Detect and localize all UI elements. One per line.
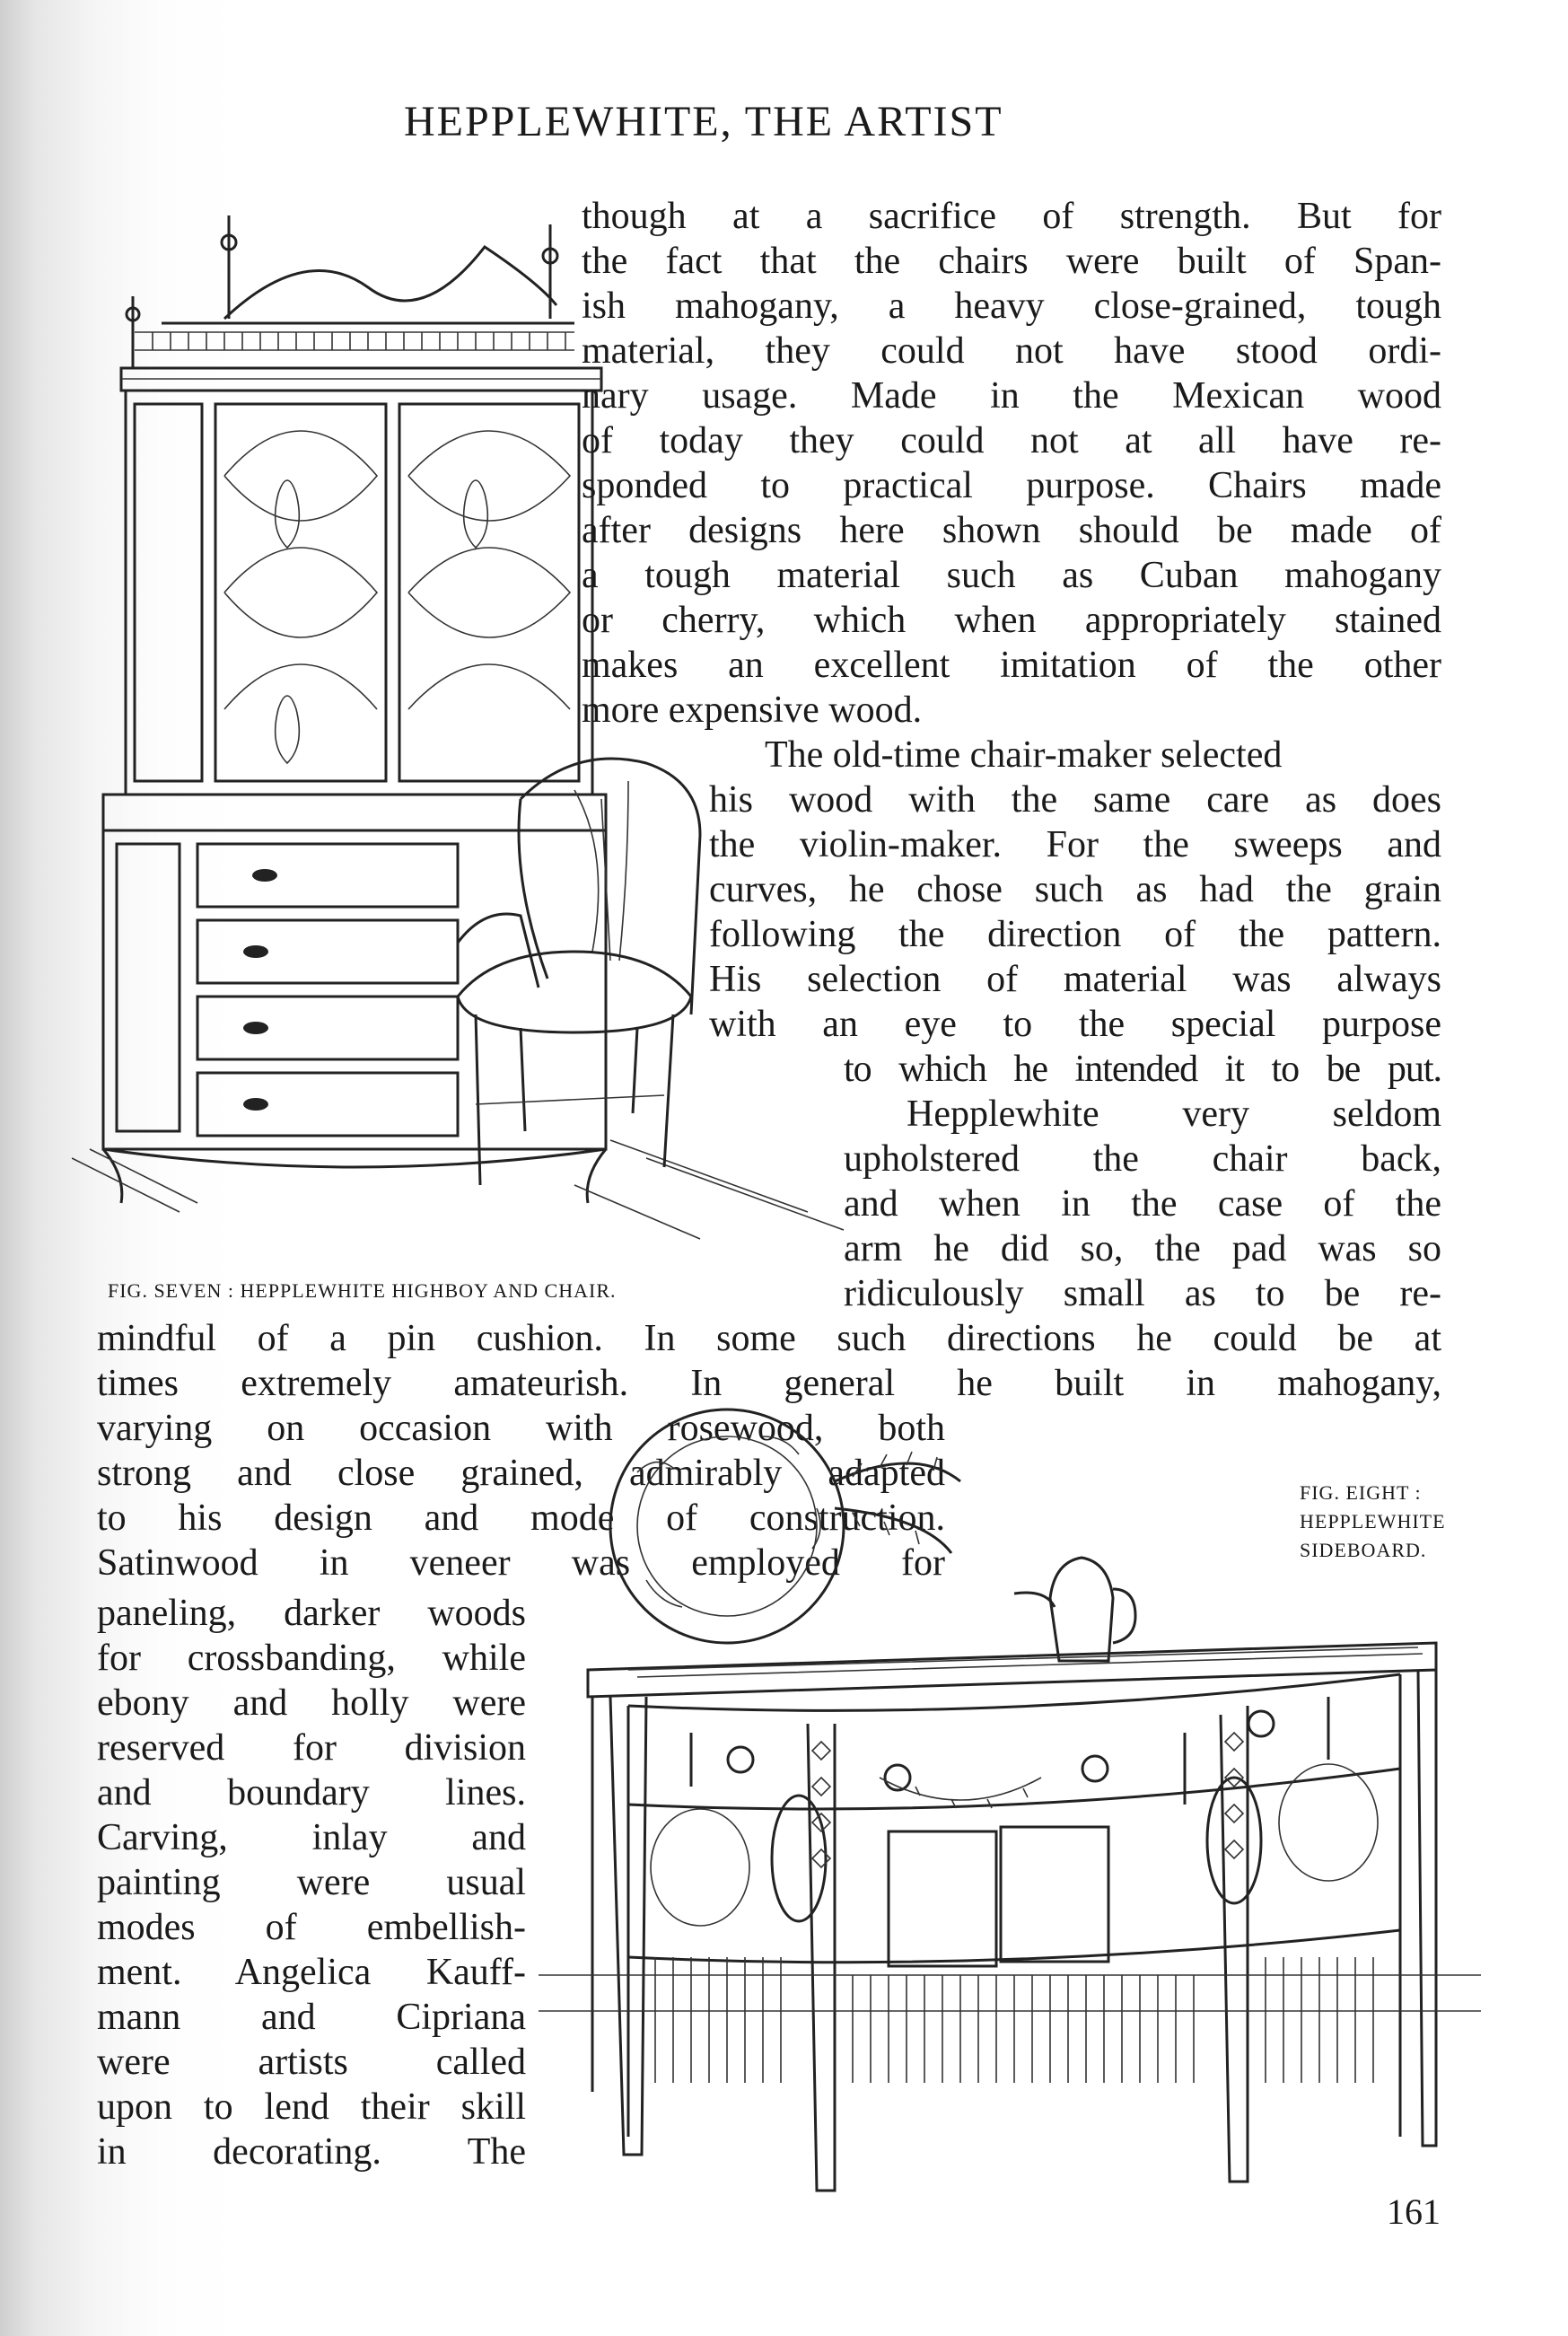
fig-eight-caption-line2: HEPPLEWHITE — [1300, 1510, 1446, 1532]
text-line: upon to lend their skill — [97, 2086, 526, 2128]
text-line: ish mahogany, a heavy close-grained, tough — [582, 285, 1441, 327]
running-head: HEPPLEWHITE, THE ARTIST — [404, 98, 1003, 145]
text-line: makes an excellent imitation of the other — [582, 645, 1441, 686]
text-line: of today they could not at all have re- — [582, 420, 1441, 461]
text-line: mindful of a pin cushion. In some such directions he could be at — [97, 1318, 1441, 1359]
text-line: material, they could not have stood ordi- — [582, 330, 1441, 372]
text-line: painting were usual — [97, 1862, 526, 1903]
text-line: varying on occasion with rosewood, both — [97, 1408, 945, 1449]
text-line: were artists called — [97, 2042, 526, 2083]
text-line: the fact that the chairs were built of Span- — [582, 241, 1441, 282]
text-line: and when in the case of the — [844, 1183, 1441, 1225]
text-line: Hepplewhite very seldom — [907, 1093, 1441, 1135]
text-line: though at a sacrifice of strength. But for — [582, 196, 1441, 237]
text-line: to his design and mode of construction. — [97, 1497, 945, 1539]
text-line: following the direction of the pattern. — [709, 914, 1441, 955]
text-line: with an eye to the special purpose — [709, 1004, 1441, 1045]
text-line: after designs here shown should be made of — [582, 510, 1441, 551]
text-line: more expensive wood. — [582, 689, 923, 731]
fig-eight-caption-line1: FIG. EIGHT : — [1300, 1481, 1422, 1504]
text-line: Satinwood in veneer was employed for — [97, 1542, 945, 1584]
text-line: ment. Angelica Kauff- — [97, 1952, 526, 1993]
text-line: Carving, inlay and — [97, 1817, 526, 1858]
text-line: times extremely amateurish. In general he built in mahogany, — [97, 1363, 1441, 1404]
text-line: in decorating. The — [97, 2131, 526, 2173]
text-line: modes of embellish- — [97, 1907, 526, 1948]
text-line: ebony and holly were — [97, 1682, 526, 1724]
text-line: to which he intended it to be put. — [844, 1049, 1441, 1090]
text-line: strong and close grained, admirably adapted — [97, 1453, 945, 1494]
text-line: the violin-maker. For the sweeps and — [709, 824, 1441, 865]
text-line: mann and Cipriana — [97, 1997, 526, 2038]
text-line: nary usage. Made in the Mexican wood — [582, 375, 1441, 417]
text-line: The old-time chair-maker selected — [765, 734, 1283, 776]
text-line: paneling, darker woods — [97, 1593, 526, 1634]
page-number: 161 — [1387, 2191, 1441, 2232]
text-line: curves, he chose such as had the grain — [709, 869, 1441, 910]
text-line: sponded to practical purpose. Chairs made — [582, 465, 1441, 506]
text-line: and boundary lines. — [97, 1772, 526, 1813]
fig-eight-caption-line3: SIDEBOARD. — [1300, 1539, 1427, 1561]
text-line: ridiculously small as to be re- — [844, 1273, 1441, 1314]
text-line: his wood with the same care as does — [709, 779, 1441, 821]
text-line: His selection of material was always — [709, 959, 1441, 1000]
text-line: reserved for division — [97, 1727, 526, 1769]
text-line: arm he did so, the pad was so — [844, 1228, 1441, 1269]
text-line: for crossbanding, while — [97, 1638, 526, 1679]
fig-seven-caption: FIG. SEVEN : HEPPLEWHITE HIGHBOY AND CHAIR. — [108, 1279, 617, 1302]
text-line: a tough material such as Cuban mahogany — [582, 555, 1441, 596]
text-line: or cherry, which when appropriately stained — [582, 600, 1441, 641]
text-line: upholstered the chair back, — [844, 1138, 1441, 1180]
